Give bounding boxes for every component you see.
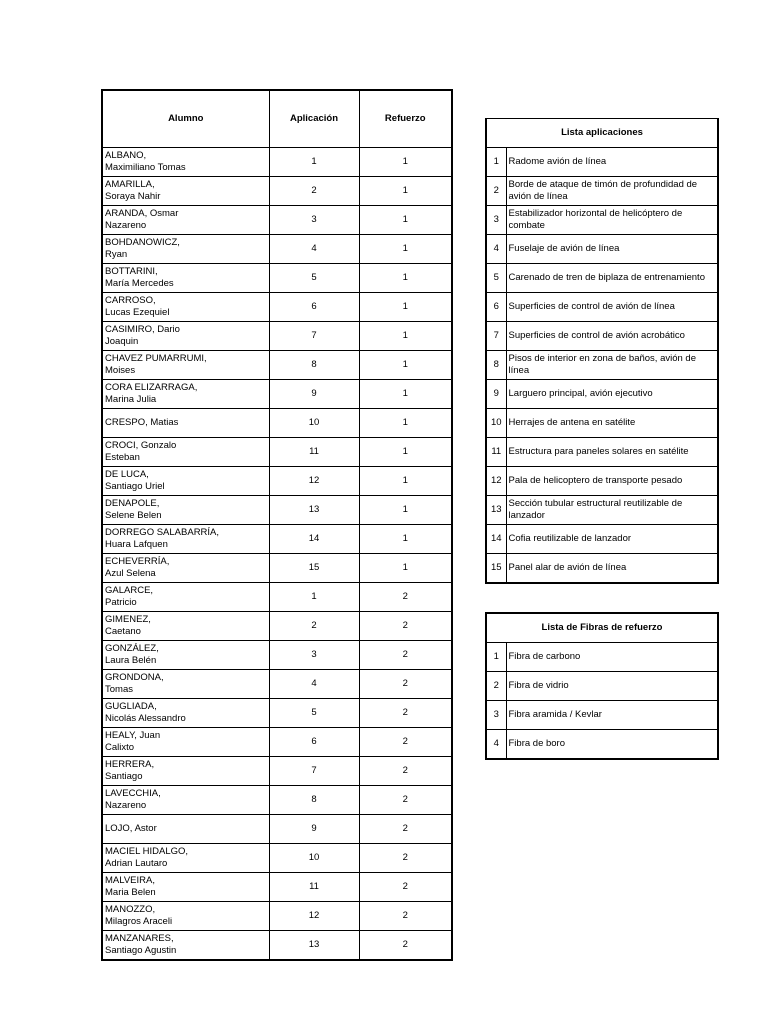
student-name-line1: MANZANARES, — [105, 933, 174, 944]
reinforcement-number-cell: 1 — [359, 467, 452, 496]
reinforcement-number-cell: 1 — [359, 525, 452, 554]
application-number-cell: 13 — [269, 496, 359, 525]
reinforcement-number-cell: 1 — [359, 351, 452, 380]
student-name-cell — [102, 844, 269, 873]
table-row — [102, 206, 452, 235]
reinforcement-number-cell: 2 — [359, 815, 452, 844]
reinforcement-number-cell: 1 — [359, 380, 452, 409]
table-row — [102, 757, 452, 786]
reinforcement-number-cell: 2 — [359, 670, 452, 699]
student-name-line2: Patricio — [105, 597, 137, 608]
application-item-number: 13 — [486, 496, 506, 525]
reinforcement-number-cell: 1 — [359, 264, 452, 293]
student-name-line2: Nazareno — [105, 220, 147, 231]
application-item-row — [486, 264, 718, 293]
student-name-line1: CHAVEZ PUMARRUMI, — [105, 353, 207, 364]
application-number-cell: 5 — [269, 264, 359, 293]
header-refuerzo: Refuerzo — [359, 90, 452, 148]
fiber-item-text: Fibra de carbono — [506, 643, 718, 672]
application-number-cell: 13 — [269, 931, 359, 961]
student-name-line2: Santiago — [105, 771, 143, 782]
student-name-line1: BOTTARINI, — [105, 266, 158, 277]
application-item-text: Radome avión de línea — [506, 148, 718, 177]
table-row — [102, 612, 452, 641]
student-name-line1: ARANDA, Osmar — [105, 208, 179, 219]
application-item-text: Estabilizador horizontal de helicóptero de combate — [506, 206, 718, 235]
student-name-cell — [102, 757, 269, 786]
table-row — [102, 322, 452, 351]
table-row — [102, 873, 452, 902]
student-name-line2: Caetano — [105, 626, 141, 637]
application-number-cell: 15 — [269, 554, 359, 583]
student-name-line2: Selene Belen — [105, 510, 162, 521]
application-item-number: 15 — [486, 554, 506, 584]
student-name-line1: ECHEVERRÍA, — [105, 556, 170, 567]
reinforcement-number-cell: 1 — [359, 293, 452, 322]
student-name-line1: MALVEIRA, — [105, 875, 155, 886]
table-row — [102, 931, 452, 961]
student-name-cell — [102, 873, 269, 902]
fiber-item-text: Fibra de vidrio — [506, 672, 718, 701]
application-item-number: 2 — [486, 177, 506, 206]
student-name-line1: GUGLIADA, — [105, 701, 157, 712]
application-item-text: Sección tubular estructural reutilizable de lanzador — [506, 496, 718, 525]
table-row — [102, 148, 452, 177]
application-item-row — [486, 438, 718, 467]
table-row — [102, 786, 452, 815]
student-name-line1: AMARILLA, — [105, 179, 155, 190]
application-item-row — [486, 351, 718, 380]
application-item-text: Pala de helicoptero de transporte pesado — [506, 467, 718, 496]
reinforcement-number-cell: 2 — [359, 583, 452, 612]
table-row — [102, 525, 452, 554]
student-name-line2: Tomas — [105, 684, 133, 695]
fiber-item-number: 2 — [486, 672, 506, 701]
student-name-line2: Moises — [105, 365, 136, 376]
student-name-cell — [102, 206, 269, 235]
student-name-line1: CORA ELIZARRAGA, — [105, 382, 198, 393]
fiber-item-number: 4 — [486, 730, 506, 760]
student-name-line1: BOHDANOWICZ, — [105, 237, 180, 248]
applications-list-table — [485, 118, 719, 584]
application-item-text: Carenado de tren de biplaza de entrenamiento — [506, 264, 718, 293]
application-item-number: 8 — [486, 351, 506, 380]
application-number-cell: 12 — [269, 902, 359, 931]
fiber-item-text: Fibra aramida / Kevlar — [506, 701, 718, 730]
application-item-row — [486, 409, 718, 438]
application-number-cell: 8 — [269, 351, 359, 380]
application-item-number: 3 — [486, 206, 506, 235]
student-name-line1: DENAPOLE, — [105, 498, 160, 509]
student-name-cell — [102, 670, 269, 699]
student-name-cell — [102, 351, 269, 380]
student-name-cell — [102, 612, 269, 641]
application-item-text: Borde de ataque de timón de profundidad de avión de línea — [506, 177, 718, 206]
reinforcement-number-cell: 2 — [359, 902, 452, 931]
student-name-line2: Santiago Uriel — [105, 481, 165, 492]
fiber-item-row — [486, 701, 718, 730]
application-item-text: Superficies de control de avión de línea — [506, 293, 718, 322]
reinforcement-number-cell: 2 — [359, 786, 452, 815]
application-item-row — [486, 467, 718, 496]
table-row — [102, 351, 452, 380]
application-item-row — [486, 293, 718, 322]
fiber-item-row — [486, 672, 718, 701]
student-name-line1: CRESPO, Matias — [105, 417, 179, 428]
reinforcement-number-cell: 2 — [359, 873, 452, 902]
application-number-cell: 9 — [269, 815, 359, 844]
fibers-list-title: Lista de Fibras de refuerzo — [486, 613, 718, 643]
student-name-line1: LAVECCHIA, — [105, 788, 161, 799]
student-name-cell — [102, 496, 269, 525]
student-name-line1: CARROSO, — [105, 295, 156, 306]
student-name-line2: Marina Julia — [105, 394, 157, 405]
student-name-line1: GIMENEZ, — [105, 614, 151, 625]
application-number-cell: 1 — [269, 583, 359, 612]
application-number-cell: 5 — [269, 699, 359, 728]
student-name-cell — [102, 815, 269, 844]
table-row — [102, 467, 452, 496]
student-name-line2: Maria Belen — [105, 887, 156, 898]
student-name-line1: MANOZZO, — [105, 904, 156, 915]
student-name-line2: Milagros Araceli — [105, 916, 173, 927]
application-item-number: 6 — [486, 293, 506, 322]
fiber-item-number: 1 — [486, 643, 506, 672]
application-number-cell: 4 — [269, 670, 359, 699]
table-row — [102, 583, 452, 612]
student-name-line1: MACIEL HIDALGO, — [105, 846, 189, 857]
table-row — [102, 293, 452, 322]
student-name-cell — [102, 438, 269, 467]
student-name-line1: ALBANO, — [105, 150, 147, 161]
student-name-cell — [102, 264, 269, 293]
student-name-line1: CROCI, Gonzalo — [105, 440, 177, 451]
student-name-cell — [102, 728, 269, 757]
application-item-number: 9 — [486, 380, 506, 409]
application-item-number: 11 — [486, 438, 506, 467]
student-name-line2: Azul Selena — [105, 568, 156, 579]
application-item-text: Panel alar de avión de línea — [506, 554, 718, 584]
reinforcement-number-cell: 1 — [359, 148, 452, 177]
application-item-text: Fuselaje de avión de línea — [506, 235, 718, 264]
application-number-cell: 9 — [269, 380, 359, 409]
student-name-line2: Soraya Nahir — [105, 191, 161, 202]
applications-list-title: Lista aplicaciones — [486, 119, 718, 148]
application-item-text: Pisos de interior en zona de baños, avión de línea — [506, 351, 718, 380]
reinforcement-number-cell: 1 — [359, 438, 452, 467]
student-name-line1: GRONDONA, — [105, 672, 164, 683]
application-number-cell: 2 — [269, 177, 359, 206]
reinforcement-number-cell: 1 — [359, 206, 452, 235]
application-item-row — [486, 206, 718, 235]
application-item-number: 12 — [486, 467, 506, 496]
application-item-row — [486, 496, 718, 525]
table-row — [102, 438, 452, 467]
application-item-text: Larguero principal, avión ejecutivo — [506, 380, 718, 409]
student-name-line1: CASIMIRO, Dario — [105, 324, 180, 335]
student-name-cell — [102, 322, 269, 351]
application-item-text: Superficies de control de avión acrobático — [506, 322, 718, 351]
student-name-cell — [102, 235, 269, 264]
student-name-line2: Esteban — [105, 452, 140, 463]
reinforcement-number-cell: 2 — [359, 931, 452, 961]
application-number-cell: 3 — [269, 641, 359, 670]
reinforcement-number-cell: 1 — [359, 409, 452, 438]
application-number-cell: 10 — [269, 844, 359, 873]
reinforcement-number-cell: 2 — [359, 728, 452, 757]
reinforcement-number-cell: 1 — [359, 235, 452, 264]
student-name-line2: Calixto — [105, 742, 135, 753]
table-row — [102, 670, 452, 699]
fibers-list-table — [485, 612, 719, 760]
application-item-row — [486, 148, 718, 177]
fibers-title-row — [486, 613, 718, 643]
application-item-number: 5 — [486, 264, 506, 293]
table-row — [102, 844, 452, 873]
student-name-line2: Maximiliano Tomas — [105, 162, 186, 173]
student-name-cell — [102, 409, 269, 438]
table-row — [102, 177, 452, 206]
application-item-row — [486, 554, 718, 584]
table-row — [102, 815, 452, 844]
student-name-cell — [102, 380, 269, 409]
application-number-cell: 11 — [269, 438, 359, 467]
application-number-cell: 6 — [269, 293, 359, 322]
student-name-cell — [102, 525, 269, 554]
fiber-item-row — [486, 643, 718, 672]
table-row — [102, 264, 452, 293]
table-row — [102, 409, 452, 438]
fiber-item-number: 3 — [486, 701, 506, 730]
student-name-line1: LOJO, Astor — [105, 823, 157, 834]
application-number-cell: 6 — [269, 728, 359, 757]
student-name-cell — [102, 554, 269, 583]
student-name-line2: Laura Belén — [105, 655, 157, 666]
application-item-number: 1 — [486, 148, 506, 177]
student-name-cell — [102, 293, 269, 322]
student-name-cell — [102, 148, 269, 177]
table-row — [102, 496, 452, 525]
student-name-line2: Adrian Lautaro — [105, 858, 168, 869]
application-item-number: 10 — [486, 409, 506, 438]
application-item-row — [486, 235, 718, 264]
student-name-cell — [102, 177, 269, 206]
reinforcement-number-cell: 1 — [359, 322, 452, 351]
student-name-line2: María Mercedes — [105, 278, 174, 289]
application-number-cell: 11 — [269, 873, 359, 902]
students-table — [101, 89, 453, 961]
student-name-cell — [102, 786, 269, 815]
header-aplicacion: Aplicación — [269, 90, 359, 148]
fiber-item-text: Fibra de boro — [506, 730, 718, 760]
table-row — [102, 902, 452, 931]
header-alumno: Alumno — [102, 90, 269, 148]
table-row — [102, 641, 452, 670]
application-item-number: 14 — [486, 525, 506, 554]
application-item-number: 7 — [486, 322, 506, 351]
table-row — [102, 699, 452, 728]
application-number-cell: 4 — [269, 235, 359, 264]
student-name-line1: GONZÁLEZ, — [105, 643, 159, 654]
student-name-line1: HERRERA, — [105, 759, 155, 770]
reinforcement-number-cell: 1 — [359, 496, 452, 525]
student-name-line1: DE LUCA, — [105, 469, 149, 480]
applications-title-row — [486, 119, 718, 148]
student-name-line2: Lucas Ezequiel — [105, 307, 170, 318]
student-name-cell — [102, 699, 269, 728]
application-number-cell: 3 — [269, 206, 359, 235]
application-item-text: Estructura para paneles solares en satélite — [506, 438, 718, 467]
table-row — [102, 554, 452, 583]
student-name-line2: Nicolás Alessandro — [105, 713, 186, 724]
reinforcement-number-cell: 2 — [359, 844, 452, 873]
application-item-number: 4 — [486, 235, 506, 264]
table-row — [102, 235, 452, 264]
application-item-text: Cofia reutilizable de lanzador — [506, 525, 718, 554]
application-item-row — [486, 525, 718, 554]
reinforcement-number-cell: 1 — [359, 554, 452, 583]
student-name-line2: Huara Lafquen — [105, 539, 168, 550]
reinforcement-number-cell: 2 — [359, 699, 452, 728]
student-name-cell — [102, 467, 269, 496]
student-name-line1: GALARCE, — [105, 585, 154, 596]
table-row — [102, 380, 452, 409]
application-item-row — [486, 322, 718, 351]
application-number-cell: 8 — [269, 786, 359, 815]
reinforcement-number-cell: 2 — [359, 612, 452, 641]
application-number-cell: 2 — [269, 612, 359, 641]
student-name-line2: Joaquin — [105, 336, 139, 347]
fiber-item-row — [486, 730, 718, 760]
application-number-cell: 14 — [269, 525, 359, 554]
application-number-cell: 7 — [269, 757, 359, 786]
reinforcement-number-cell: 2 — [359, 641, 452, 670]
students-header-row — [102, 90, 452, 148]
student-name-line2: Nazareno — [105, 800, 147, 811]
application-number-cell: 10 — [269, 409, 359, 438]
student-name-cell — [102, 641, 269, 670]
student-name-cell — [102, 902, 269, 931]
reinforcement-number-cell: 2 — [359, 757, 452, 786]
student-name-cell — [102, 931, 269, 961]
student-name-cell — [102, 583, 269, 612]
application-item-row — [486, 177, 718, 206]
student-name-line1: DORREGO SALABARRÍA, — [105, 527, 220, 538]
reinforcement-number-cell: 1 — [359, 177, 452, 206]
student-name-line1: HEALY, Juan — [105, 730, 161, 741]
application-number-cell: 1 — [269, 148, 359, 177]
application-number-cell: 12 — [269, 467, 359, 496]
application-number-cell: 7 — [269, 322, 359, 351]
application-item-text: Herrajes de antena en satélite — [506, 409, 718, 438]
application-item-row — [486, 380, 718, 409]
table-row — [102, 728, 452, 757]
student-name-line2: Ryan — [105, 249, 128, 260]
student-name-line2: Santiago Agustin — [105, 945, 177, 956]
